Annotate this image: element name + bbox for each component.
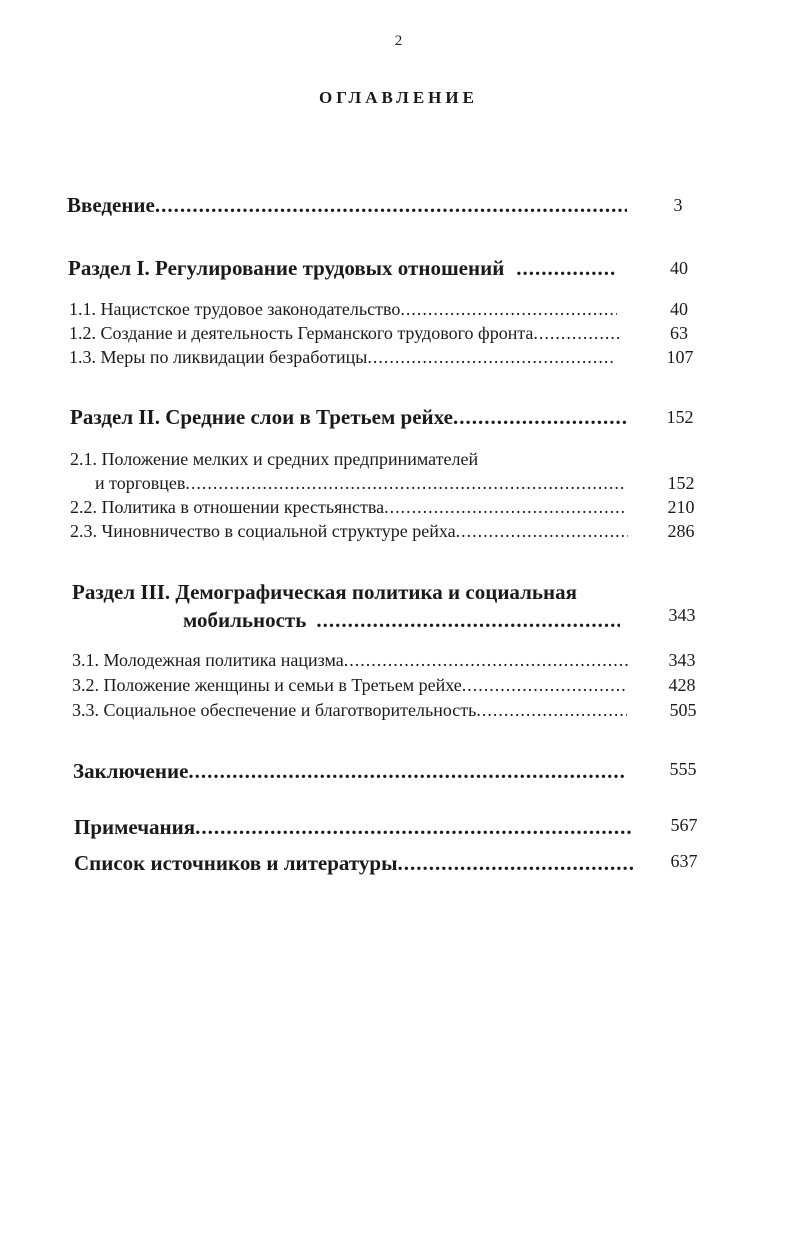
dot-leader (188, 759, 626, 784)
toc-item-3-1[interactable] (72, 650, 629, 671)
toc-item-label: 2.2. Политика в отношении крестьянства (70, 497, 385, 517)
dot-leader (462, 675, 627, 696)
toc-entry-label: Список источников и литературы (74, 851, 398, 875)
toc-section-2[interactable] (70, 405, 626, 430)
dot-leader (400, 299, 617, 320)
dot-leader (456, 521, 628, 542)
toc-entry-notes[interactable] (74, 815, 632, 840)
toc-entry-conclusion[interactable] (73, 759, 626, 784)
toc-item-3-2[interactable] (72, 675, 627, 696)
dot-leader (316, 608, 620, 633)
toc-item-3-3[interactable] (72, 700, 627, 721)
toc-item-2-1[interactable] (95, 473, 626, 494)
toc-section-3[interactable] (183, 608, 620, 633)
toc-page-number: 3 (673, 195, 683, 215)
dot-leader (476, 700, 627, 721)
toc-page-number: 40 (670, 258, 688, 278)
toc-page-number: 152 (667, 473, 695, 493)
toc-entry-label: Заключение (73, 759, 189, 783)
page-title: ОГЛАВЛЕНИЕ (319, 88, 478, 107)
toc-section-3-line1: Раздел III. Демографическая политика и социальная (72, 580, 577, 604)
toc-page-number: 63 (670, 323, 688, 343)
toc-item-1-1[interactable] (69, 299, 617, 320)
toc-section-label: мобильность (183, 608, 307, 632)
toc-page-number: 107 (666, 347, 694, 367)
toc-item-label: 1.3. Меры по ликвидации безработицы (69, 347, 368, 367)
dot-leader (533, 323, 619, 344)
toc-page-number: 286 (667, 521, 695, 541)
dot-leader (195, 815, 632, 840)
toc-page-number: 210 (667, 497, 695, 517)
toc-section-label: Раздел II. Средние слои в Третьем рейхе (70, 405, 453, 429)
toc-item-label: и торговцев (95, 473, 186, 493)
toc-entry-label: Введение (67, 193, 155, 217)
toc-entry-label: Примечания (74, 815, 196, 839)
dot-leader (453, 405, 626, 430)
toc-item-1-2[interactable] (69, 323, 619, 344)
toc-item-2-2[interactable] (70, 497, 626, 518)
toc-page-number: 637 (670, 851, 698, 871)
toc-item-label: 1.2. Создание и деятельность Германского трудового фронта (69, 323, 534, 343)
dot-leader (185, 473, 626, 494)
dot-leader (398, 851, 633, 876)
page-number: 2 (394, 33, 403, 49)
toc-section-1[interactable] (68, 256, 615, 281)
toc-item-label: 3.3. Социальное обеспечение и благотворительность (72, 700, 477, 720)
toc-section-label: Раздел I. Регулирование трудовых отношений (68, 256, 505, 280)
toc-item-2-1-line1: 2.1. Положение мелких и средних предпринимателей (70, 449, 479, 469)
toc-item-label: 2.3. Чиновничество в социальной структуре рейха (70, 521, 456, 541)
toc-item-2-3[interactable] (70, 521, 628, 542)
dot-leader (155, 193, 627, 218)
toc-page-number: 40 (670, 299, 688, 319)
dot-leader (384, 497, 626, 518)
toc-entry-intro[interactable] (67, 193, 627, 218)
toc-item-label: 3.1. Молодежная политика нацизма (72, 650, 344, 670)
toc-page-number: 555 (669, 759, 697, 779)
toc-page-number: 343 (668, 650, 696, 670)
toc-page-number: 152 (666, 407, 694, 427)
toc-item-1-3[interactable] (69, 347, 614, 368)
toc-item-label: 1.1. Нацистское трудовое законодательство (69, 299, 401, 319)
toc-page-number: 343 (668, 605, 696, 625)
dot-leader (516, 256, 615, 281)
toc-page-number: 567 (670, 815, 698, 835)
toc-page-number: 428 (668, 675, 696, 695)
toc-entry-sources[interactable] (74, 851, 633, 876)
dot-leader (367, 347, 614, 368)
toc-item-label: 3.2. Положение женщины и семьи в Третьем рейхе (72, 675, 462, 695)
toc-page-number: 505 (669, 700, 697, 720)
dot-leader (344, 650, 629, 671)
